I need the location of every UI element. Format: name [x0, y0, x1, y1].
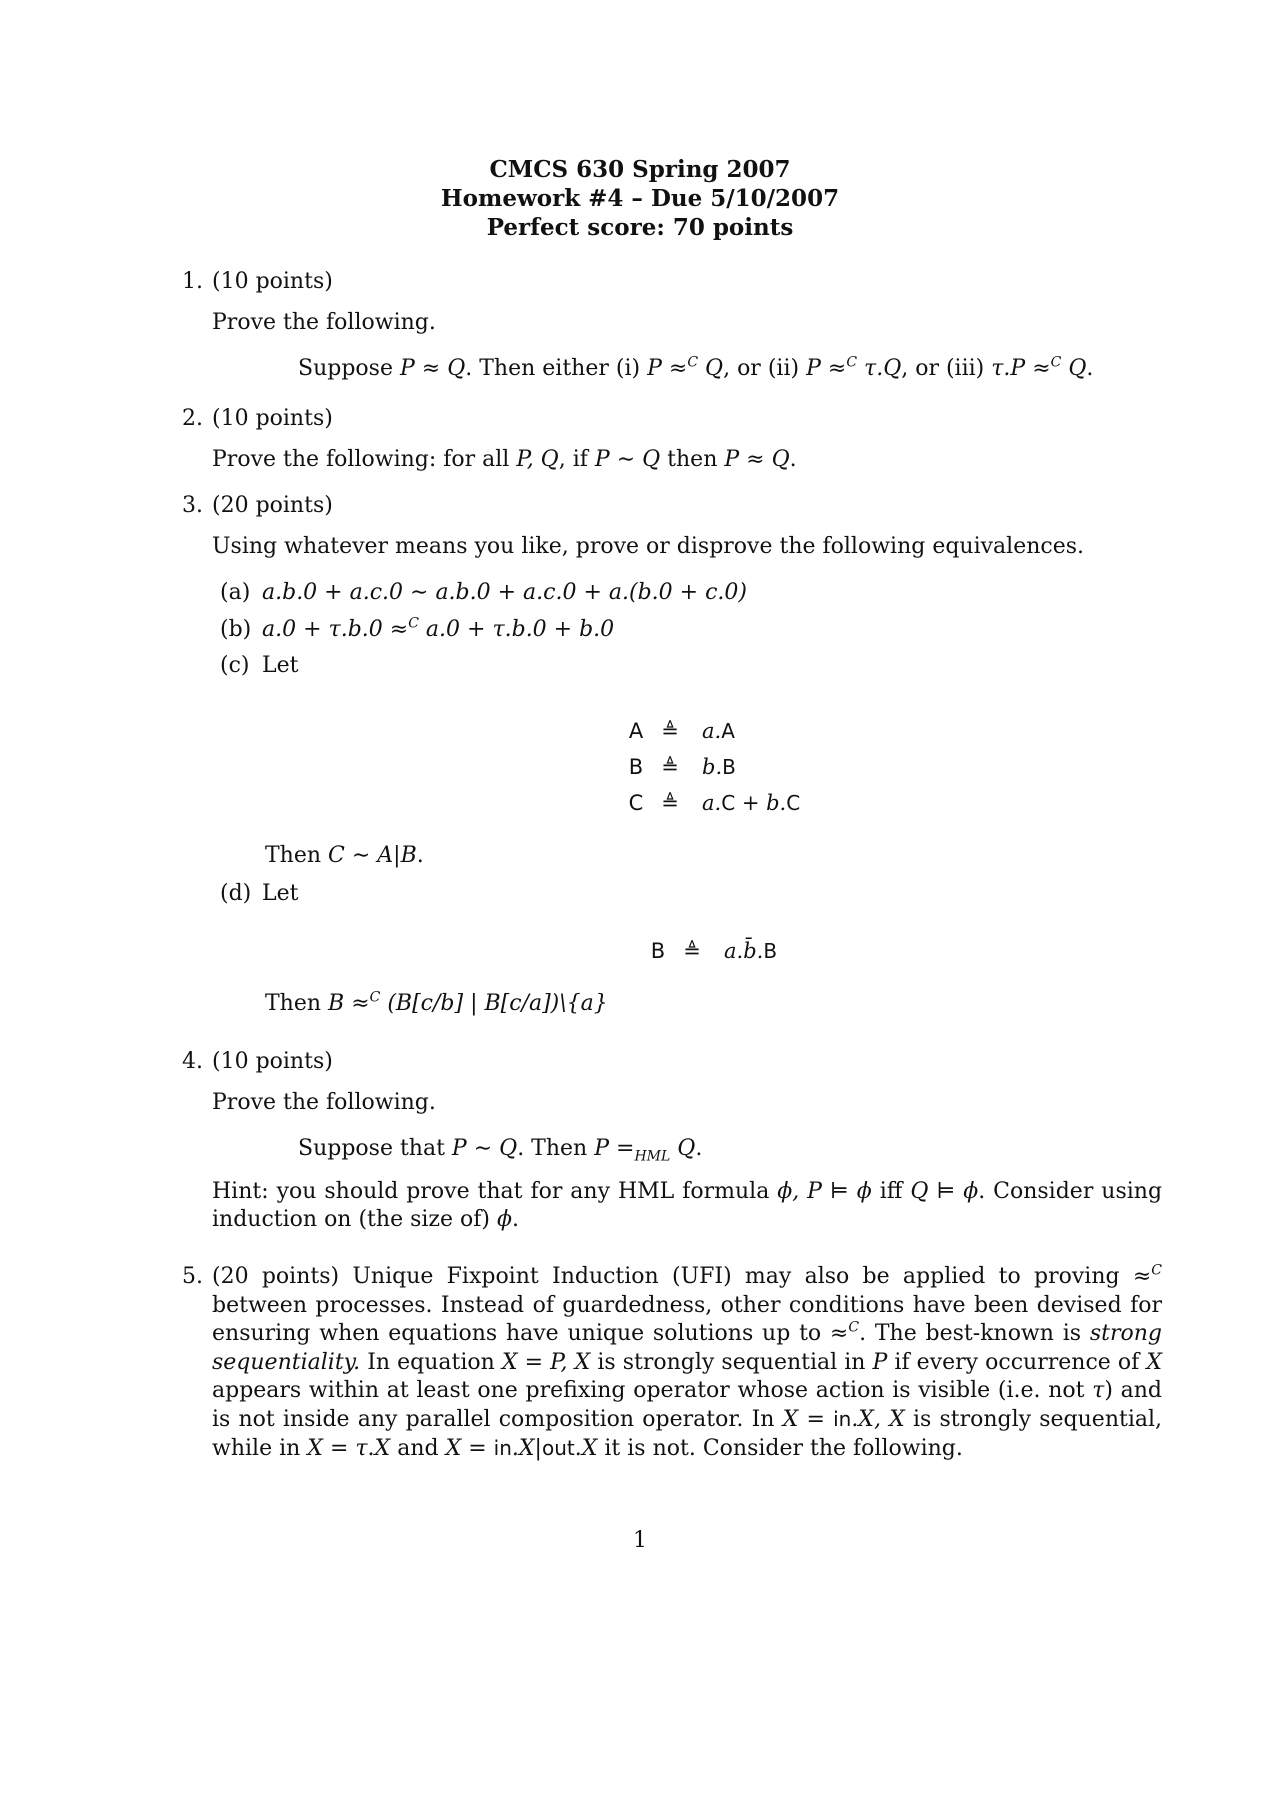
math: a.b̄.	[724, 939, 764, 964]
definition-row	[622, 750, 800, 786]
text: is strongly sequential in	[590, 1349, 873, 1375]
text: Suppose that	[298, 1136, 452, 1162]
action-name: in	[493, 1435, 512, 1460]
question-points: (10 points)	[212, 269, 333, 294]
question-4	[182, 1048, 1162, 1235]
definition-lhs: C	[628, 791, 644, 816]
math: τ	[1092, 1378, 1105, 1404]
math: τ.P	[991, 356, 1026, 382]
subquestion-d-conclusion	[265, 990, 1065, 1019]
let-text: Let	[262, 881, 299, 906]
subquestion-label: (a)	[220, 580, 251, 606]
process-name: A	[721, 719, 735, 744]
text	[698, 356, 705, 381]
superscript: C	[846, 354, 858, 371]
question-number: 5.	[182, 1264, 203, 1289]
text: .	[511, 1207, 519, 1233]
text: In equation	[360, 1349, 502, 1375]
equation: a.b.0 + a.c.0 ∼ a.b.0 + a.c.0 + a.(b.0 + c.0)	[262, 580, 747, 606]
question-statement	[298, 1135, 1162, 1164]
text: =	[461, 1435, 494, 1461]
definition-rhs	[690, 754, 736, 781]
text: Prove the following: for all	[212, 446, 517, 472]
text: ≈	[414, 356, 448, 382]
text: is strongly sequential, while in	[212, 1406, 1163, 1461]
definition-table-c	[622, 714, 800, 822]
definition-symbol: ≜	[661, 719, 679, 744]
question-intro: Using whatever means you like, prove or disprove the following equivalences.	[212, 533, 1085, 559]
subquestion-a	[220, 579, 1162, 608]
definition-symbol: ≜	[683, 939, 701, 964]
course-title: CMCS 630 Spring 2007	[489, 156, 791, 183]
text: Suppose	[298, 356, 400, 382]
subquestion-label: (b)	[220, 616, 252, 642]
question-paragraph	[212, 1263, 1162, 1463]
math: B ≈	[328, 991, 370, 1016]
superscript: C	[1050, 354, 1062, 371]
emphasis: strong sequentiality.	[212, 1321, 1162, 1375]
text: .	[416, 843, 424, 868]
question-points: (10 points)	[212, 1049, 333, 1074]
process-name: C	[786, 791, 801, 816]
math: a.	[702, 719, 722, 744]
question-statement	[212, 446, 1162, 475]
question-statement	[298, 355, 1162, 384]
math: X	[782, 1406, 799, 1432]
definition-row	[644, 934, 777, 970]
subquestion-label: (d)	[220, 881, 252, 906]
math: Q	[670, 1136, 696, 1162]
math: Q	[1061, 356, 1087, 382]
subquestion-list	[220, 579, 1162, 681]
definition-lhs: A	[628, 719, 644, 744]
question-intro: Prove the following.	[212, 309, 436, 335]
subquestion-c-conclusion	[265, 842, 1065, 871]
text: . Then either (i)	[465, 356, 648, 382]
question-points: (10 points)	[212, 406, 333, 431]
question-number: 2.	[182, 406, 203, 431]
text: then	[660, 446, 725, 472]
question-2	[182, 405, 1162, 474]
text: between processes. Instead of guardedness, other conditions have been devised for ensuring when equations have unique solutions up to ≈	[212, 1292, 1162, 1347]
equation-right: a.0 + τ.b.0 + b.0	[418, 616, 615, 642]
math: b.	[702, 755, 723, 780]
question-number: 3.	[182, 493, 203, 518]
math: + b.	[735, 791, 787, 816]
text: .	[1086, 356, 1094, 382]
process-name: B	[763, 939, 778, 964]
text: . Consider using induction on (the size of)	[212, 1178, 1163, 1233]
text: iff	[871, 1178, 911, 1204]
text: .	[789, 446, 797, 472]
math: P	[806, 356, 821, 382]
text: if every occurrence of	[887, 1349, 1147, 1375]
question-points: (20 points)	[212, 493, 333, 518]
math: Q	[771, 446, 790, 472]
math: P	[399, 356, 415, 382]
text: (20 points) Unique Fixpoint Induction (UFI) may also be applied to proving ≈	[212, 1264, 1152, 1289]
text: ≈	[1025, 356, 1051, 382]
text: ) and is not inside any parallel composition operator. In	[212, 1378, 1163, 1432]
definition-row	[622, 786, 800, 822]
text: ∼	[609, 446, 643, 472]
superscript: C	[408, 615, 419, 632]
math: ϕ, P ⊨ ϕ	[777, 1178, 872, 1204]
math: Q	[642, 446, 661, 472]
text: , or (iii)	[901, 356, 992, 382]
text: ≈	[820, 356, 847, 382]
question-5	[182, 1263, 1162, 1463]
math: X	[445, 1435, 462, 1461]
document-header	[0, 155, 1280, 242]
math: P	[594, 446, 610, 472]
text: Then	[265, 843, 329, 868]
math: P	[647, 356, 662, 382]
math: X	[1146, 1349, 1162, 1375]
definition-rhs	[690, 790, 800, 817]
math: P	[724, 446, 740, 472]
math: .X	[574, 1435, 598, 1461]
text: . Then	[517, 1136, 595, 1162]
question-1	[182, 268, 1162, 384]
process-name: B	[722, 755, 736, 780]
text: . The best-known is	[859, 1321, 1090, 1347]
text: ≈	[739, 446, 772, 472]
math: Q ⊨ ϕ	[910, 1178, 979, 1204]
math: Q	[705, 356, 724, 382]
text: appears within at least one prefixing operator whose action is visible (i.e. not	[212, 1378, 1093, 1404]
homework-title: Homework #4 – Due 5/10/2007	[440, 185, 840, 212]
definition-table-d	[644, 934, 777, 970]
math: .X, X	[851, 1406, 905, 1432]
math: τ.Q	[857, 356, 902, 382]
definition-symbol: ≜	[661, 791, 679, 816]
math: P =	[594, 1136, 635, 1162]
math: (B[c/b] | B[c/a])\{a}	[380, 991, 608, 1016]
subquestion-d	[220, 880, 1020, 909]
text: Then	[265, 991, 329, 1016]
text: and	[390, 1435, 446, 1461]
math: X = τ.X	[307, 1435, 391, 1461]
superscript: C	[848, 1319, 860, 1336]
question-3	[182, 492, 1162, 689]
definition-row	[622, 714, 800, 750]
definition-rhs	[712, 938, 777, 965]
question-intro: Prove the following.	[212, 1089, 436, 1115]
superscript: C	[369, 989, 381, 1006]
subquestion-label: (c)	[220, 653, 250, 679]
math: ϕ	[496, 1207, 512, 1233]
text: ≈	[661, 356, 688, 382]
math: P ∼ Q	[451, 1136, 518, 1162]
superscript: C	[687, 354, 699, 371]
superscript: C	[1151, 1262, 1162, 1279]
text: , if	[558, 446, 595, 472]
definition-lhs: B	[650, 939, 666, 964]
definition-rhs	[690, 718, 735, 745]
page-number: 1	[633, 1528, 647, 1553]
math: X = P, X	[501, 1349, 591, 1375]
equation-left: a.0 + τ.b.0 ≈	[262, 616, 409, 642]
question-hint	[212, 1178, 1162, 1235]
score-line: Perfect score: 70 points	[486, 214, 794, 241]
subscript: HML	[634, 1148, 671, 1165]
text: .	[695, 1136, 703, 1162]
math: Q	[447, 356, 466, 382]
text: it is not. Consider the following.	[597, 1435, 963, 1461]
action-name: in	[833, 1406, 852, 1431]
let-text: Let	[262, 653, 299, 679]
subquestion-b	[220, 616, 1162, 645]
math: .X|	[511, 1435, 542, 1461]
math: P	[872, 1349, 888, 1375]
math: P, Q	[516, 446, 559, 472]
text: Hint: you should prove that for any HML formula	[212, 1178, 778, 1204]
process-name: C	[721, 791, 736, 816]
action-name: out	[541, 1435, 575, 1460]
math: C ∼ A|B	[328, 843, 417, 868]
definition-lhs: B	[628, 755, 644, 780]
math: a.	[702, 791, 722, 816]
subquestion-c	[220, 652, 1162, 681]
subquestion-d-row	[220, 880, 1020, 909]
definition-symbol: ≜	[661, 755, 679, 780]
text: , or (ii)	[723, 356, 807, 382]
text: =	[798, 1406, 834, 1432]
question-number: 1.	[182, 269, 203, 294]
question-number: 4.	[182, 1049, 203, 1074]
